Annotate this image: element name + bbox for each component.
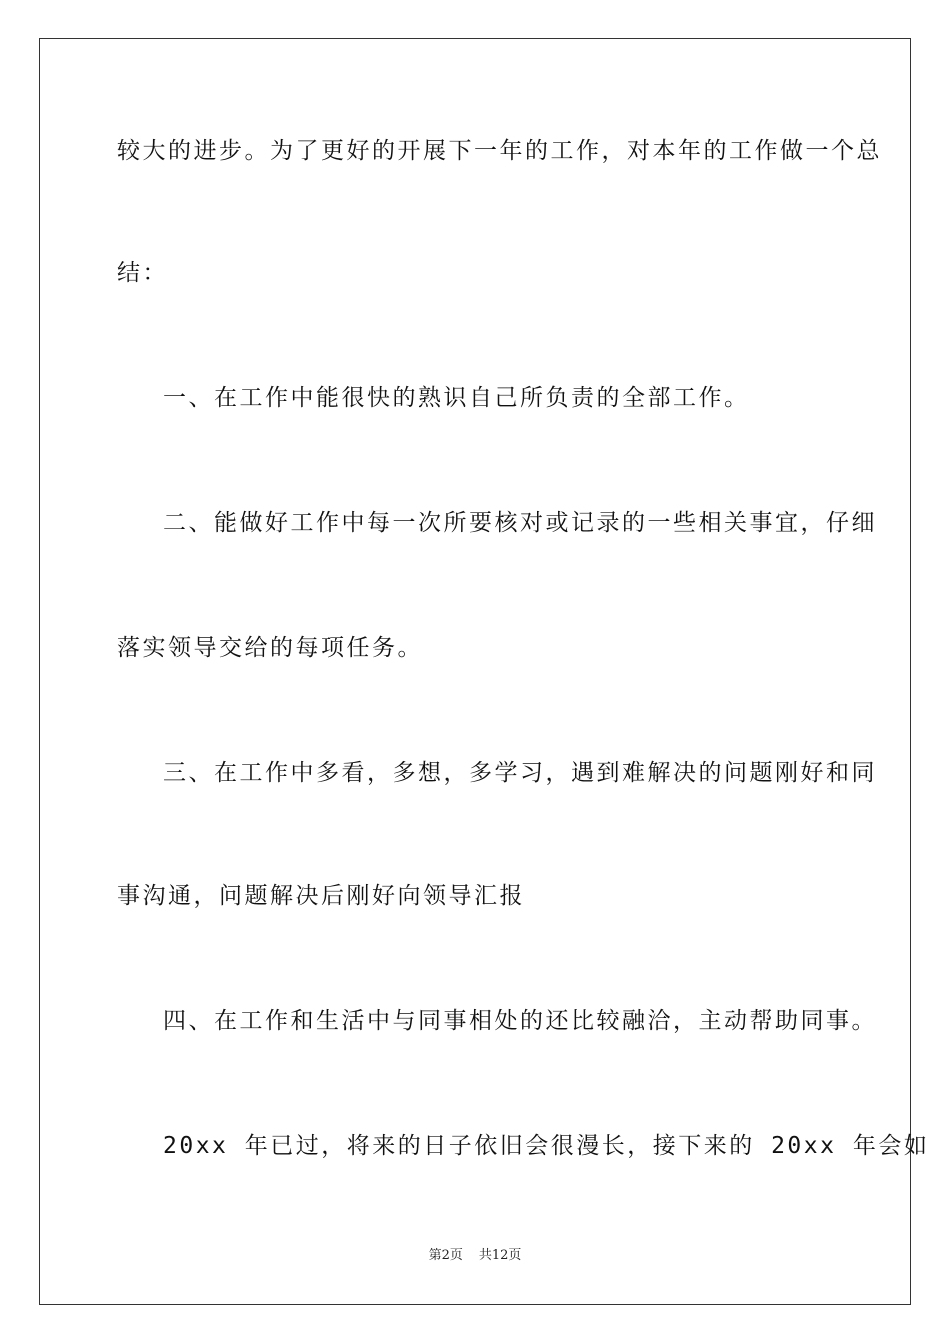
paragraph-item-4: 四、在工作和生活中与同事相处的还比较融洽，主动帮助同事。 [163,1008,877,1034]
paragraph-item-3-continuation: 事沟通，问题解决后刚好向领导汇报 [117,883,525,909]
page-number: 第2页 [428,1248,463,1263]
body-text-line-2: 结： [117,260,168,286]
page-footer [0,1247,950,1265]
body-text-line-1: 较大的进步。为了更好的开展下一年的工作，对本年的工作做一个总 [117,138,882,164]
paragraph-item-1: 一、在工作中能很快的熟识自己所负责的全部工作。 [163,385,750,411]
closing-paragraph: 20xx 年已过，将来的日子依旧会很漫长，接下来的 20xx 年会如 [163,1133,930,1159]
paragraph-item-3: 三、在工作中多看，多想，多学习，遇到难解决的问题刚好和同 [163,760,877,786]
page-border [39,38,911,1305]
paragraph-item-2: 二、能做好工作中每一次所要核对或记录的一些相关事宜，仔细 [163,510,877,536]
page-total: 共12页 [478,1248,522,1263]
paragraph-item-2-continuation: 落实领导交给的每项任务。 [117,635,423,661]
